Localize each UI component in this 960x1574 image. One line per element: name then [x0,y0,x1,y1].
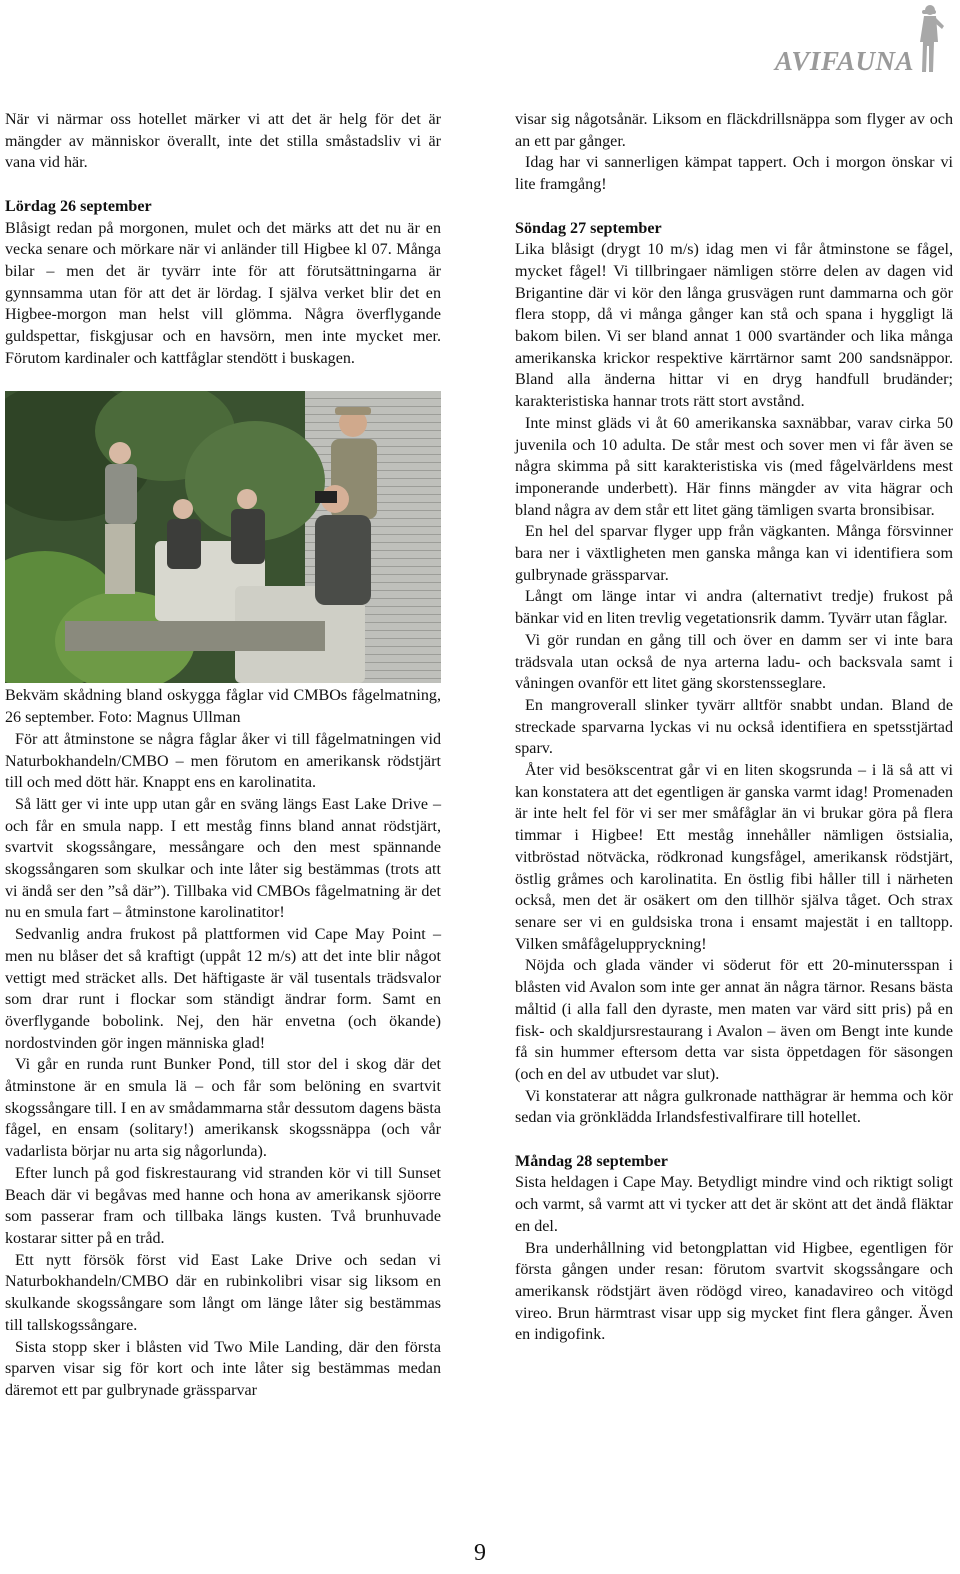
right-paragraph: Vi gör rundan en gång till och över en damm ser vi inte bara trädsvala utan också de nya arterna ladu- och backsvala samt i våningen ovanför ett litet gäng skorstensseglare. [515,631,953,693]
right-column [515,109,953,1346]
sunday-paragraph: Lika blåsigt (drygt 10 m/s) idag men vi får åtminstone se fågel, mycket fågel! Vi tillbringaer nämligen större delen av dagen vid Brigantine där vi kör den långa grusvägen runt dammarna och gör flera stopp, då vi många gånger kan stå och spana i hyggligt lä bakom bilen. Vi ser bland annat 1 000 svartänder och lika många amerikanska krickor respektive kärrtärnor samt 200 sandsnäppor. Bland alla änderna hittar vi en dryg handfull brudänder; karakteristiska hannar trots rätt stort avstånd. [515,241,953,411]
logo-wordmark: AVIFAUNA [774,46,914,76]
avifauna-logo [770,0,950,80]
monday-paragraph: Bra underhållning vid betongplattan vid Higbee, egentligen för första gången under resan: förutom svartvit skogssångare och amerikansk rödstjärt även rödögd vireo, kanadavireo och vitögd vireo. Brun härmtrast visar upp sig mycket fint flera gånger. Även en indigofink. [515,1239,953,1344]
sunday-heading: Söndag 27 september [515,219,662,237]
birdwatchers-photo [5,391,441,683]
saturday-paragraph: Blåsigt redan på morgonen, mulet och det märks att det nu är en vecka senare och mörkare när vi anländer till Higbee kl 07. Många bilar – men det är tyvärr inte för att förutsättningarna är gynnsamma utan för att det är lördag. I själva verket blir det en Higbee-morgon man helst vill glömma. Några överflygande guldspettar, fiskgjusar och en havsörn, men inte mycket mer. Förutom kardinaler och kattfåglar stendött i buskagen. [5,219,441,367]
right-paragraph: En hel del sparvar flyger upp från vägkanten. Många försvinner bara ner i växtligheten men ganska många kan vi identifiera som gulbrynade grässparvar. [515,523,953,584]
continued-paragraph: visar sig någotsånär. Liksom en fläckdrillsnäppa som flyger av och an ett par gånger. [515,111,953,150]
photo-caption: Bekväm skådning bland oskygga fåglar vid CMBOs fågelmatning, 26 september. Foto: Magnus Ullman [5,687,441,727]
right-paragraph: Långt om länge intar vi andra (alternativt tredje) frukost på bänkar vid en liten trevlig vegetationsrik damm. Tyvärr utan fåglar. [515,588,953,628]
left-paragraph: För att åtminstone se några fåglar åker vi till fågelmatningen vid Naturbokhandeln/CMBO – men förutom en amerikansk rödstjärt till och med dött här. Knappt ens en karolinatita. [5,730,441,792]
continued-paragraph: Idag har vi sannerligen kämpat tappert. Och i morgon önskar vi lite framgång! [515,154,953,194]
intro-paragraph: När vi närmar oss hotellet märker vi att det är helg för det är mängder av människor överallt, inte det stilla småstadsliv vi är vana vid här. [5,111,441,172]
left-paragraph: Efter lunch på god fiskrestaurang vid stranden kör vi till Sunset Beach där vi begåvas med hanne och hona av amerikansk sjöorre som passerar fram och tillbaka längs kusten. Två brunhuvade kostarar sitter på en tråd. [5,1164,441,1247]
right-paragraph: Vi konstaterar att några gulkronade natthägrar är hemma och kör sedan via grönklädda Irlandsfestivalfirare till hotellet. [515,1087,953,1127]
left-column [5,109,441,1402]
right-paragraph: Nöjda och glada vänder vi söderut för ett 20-minutersspan i blåsten vid Avalon som inte ger annat än några tärnor. Resans bästa måltid (i alla fall den dyraste, men maten var värd sitt pris) på en fisk- och skaldjursrestaurang i Avalon – även om Bengt inte kunde få sin hummer eftersom detta var sista öppetdagen för säsongen (och en del av utbudet var slut). [515,957,953,1083]
birdwatcher-silhouette-icon [908,2,948,74]
photo-illustration [5,391,441,683]
left-paragraph: Ett nytt försök först vid East Lake Drive och sedan vi Naturbokhandeln/CMBO där en rubinkolibri visar sig liksom en skulkande skogssångare som långt om länge låter sig bestämmas till tallskogssångare. [5,1251,441,1334]
monday-paragraph: Sista heldagen i Cape May. Betydligt mindre vind och riktigt soligt och varmt, så varmt att vi tycker att det är skönt att det ändå fläktar en del. [515,1174,953,1235]
monday-heading: Måndag 28 september [515,1152,668,1170]
right-paragraph: Inte minst gläds vi åt 60 amerikanska saxnäbbar, varav cirka 50 juvenila och 10 adulta. De står mest och sover men vi får även se några skimma på sitt karakteristiska vis (med fågelvärldens mest imponerande underbett). Här finns mängder av vita hägrar och bland några av dem står ett litet gäng tämligen svarta bronsibisar. [515,414,953,519]
page-number: 9 [474,1540,486,1566]
left-paragraph: Så lätt ger vi inte upp utan går en sväng längs East Lake Drive – och får en smula napp. I ett meståg finns bland annat rödstjärt, svartvit skogssångare, messångare och den mest spännande skogssångaren som skulkar och inte låter sig bestämmas (trots att vi ändå ser den ”så där”). Tillbaka vid CMBOs fågelmatning är det nu en smula fart – åtminstone karolinatitor! [5,795,441,922]
left-paragraph: Sedvanlig andra frukost på plattformen vid Cape May Point – men nu blåser det så kraftigt (uppåt 12 m/s) att det inte blir något vettigt med sträcket alls. Det häftigaste är väl tusentals trädsvalor som drar runt i flockar som ständigt ändrar form. Samt en överflygande bobolink. Nej, den här envetna (och ökande) nordostvinden gör ingen människa glad! [5,926,441,1052]
left-paragraph: Sista stopp sker i blåsten vid Two Mile Landing, där den första sparven visar sig för kort och inte låter sig bestämmas medan däremot ett par gulbrynade grässparvar [5,1338,441,1399]
right-paragraph: Åter vid besökscentrat går vi en liten skogsrunda – i lä så att vi kan konstatera att det egentligen är ganska varmt idag! Promenaden är inte helt fel för vi ser mer småfåglar än vi brukar göra på flera timmar i Higbee! Ett meståg innehåller nämligen östsialia, vitbröstad nötväcka, rödkronad kungsfågel, amerikansk rödstjärt, östlig gråmes och karolinatita. En östlig fibi håller till i närheten också, men det är osäkert om den tillhör själva tåget. Och strax senare ser vi en guldsiska trona i ensamt majestät i en talltopp. Vilken småfågeluppryckning! [515,762,953,953]
right-paragraph: En mangroverall slinker tyvärr alltför snabbt undan. Bland de streckade sparvarna lyckas vi nu också identifiera en spetsstjärtad sparv. [515,696,953,758]
saturday-heading: Lördag 26 september [5,197,152,215]
left-paragraph: Vi går en runda runt Bunker Pond, till stor del i skog där det åtminstone är en smula lä – och får som belöning en svartvit skogssångare till. I en av smådammarna står dessutom dagens bästa fågel, en ensam (solitary!) amerikansk skogssnäppa (och vår vadarlista börjar nu arta sig någorlunda). [5,1056,441,1161]
